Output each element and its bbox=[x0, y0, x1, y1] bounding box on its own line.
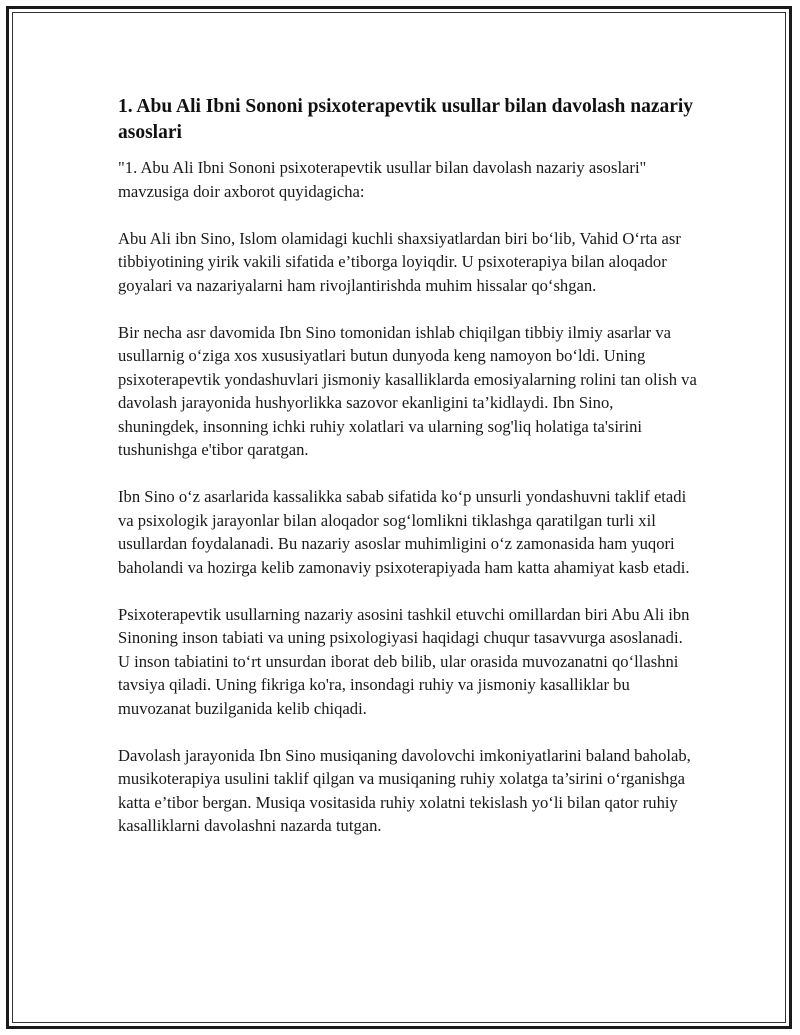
paragraph-multifactor-approach: Ibn Sino o‘z asarlarida kassalikka sabab sifatida ko‘p unsurli yondashuvni taklif etadi va psixologik jarayonlar bilan aloqador sog‘lomlikni tiklashga qaratilgan turli xil usullardan foydalanadi. Bu nazariy asoslar muhimligini o‘z zamonasida ham yuqori baholandi va hozirga kelib zamonaviy psixoterapiyada ham katta ahamiyat kasb etadi. bbox=[118, 487, 690, 577]
paragraph-medical-works: Bir necha asr davomida Ibn Sino tomonidan ishlab chiqilgan tibbiy ilmiy asarlar va usullarnig o‘ziga xos xususiyatlari butun dunyoda keng namoyon bo‘ldi. Uning psixoterapevtik yondashuvlari jismoniy kasalliklarda emosiyalarning rolini tan olish va davolash jarayonida hushyorlikka sazovor ekanligini ta’kidlaydi. Ibn Sino, shuningdek, insonning ichki ruhiy xolatlari va ularning sog'liq holatiga ta'sirini tushunishga e'tibor qaratgan. bbox=[118, 322, 697, 459]
document-title: 1. Abu Ali Ibni Sononi psixoterapevtik usullar bilan davolash nazariy asoslari bbox=[118, 96, 694, 143]
document-body bbox=[118, 94, 698, 838]
paragraph-four-elements: Psixoterapevtik usullarning nazariy asosini tashkil etuvchi omillardan biri Abu Ali ibn Sinoning inson tabiati va uning psixologiyasi haqidagi chuqur tasavvurga asoslanadi. U inson tabiatini to‘rt unsurdan iborat deb bilib, ular orasida muvozanatni qo‘llashni tavsiya qiladi. Uning fikriga ko'ra, insondagi ruhiy va jismoniy kasalliklar bu muvozanat buzilganida kelib chiqadi. bbox=[118, 604, 690, 718]
paragraph-music-therapy: Davolash jarayonida Ibn Sino musiqaning davolovchi imkoniyatlarini baland baholab, musikoterapiya usulini taklif qilgan va musiqaning ruhiy xolatga ta’sirini o‘rganishga katta e’tibor bergan. Musiqa vositasida ruhiy xolatni tekislash yo‘li bilan qator ruhiy kasalliklarni davolashni nazarda tutgan. bbox=[118, 745, 691, 835]
paragraph-intro: "1. Abu Ali Ibni Sononi psixoterapevtik usullar bilan davolash nazariy asoslari" mavzusiga doir axborot quyidagicha: bbox=[118, 158, 647, 201]
paragraph-ibn-sino-overview: Abu Ali ibn Sino, Islom olamidagi kuchli shaxsiyatlardan biri bo‘lib, Vahid O‘rta asr tibbiyotining yirik vakili sifatida e’tiborga loyiqdir. U psixoterapiya bilan aloqador goyalari va nazariyalarni ham rivojlantirishda muhim hissalar qo‘shgan. bbox=[118, 228, 681, 295]
